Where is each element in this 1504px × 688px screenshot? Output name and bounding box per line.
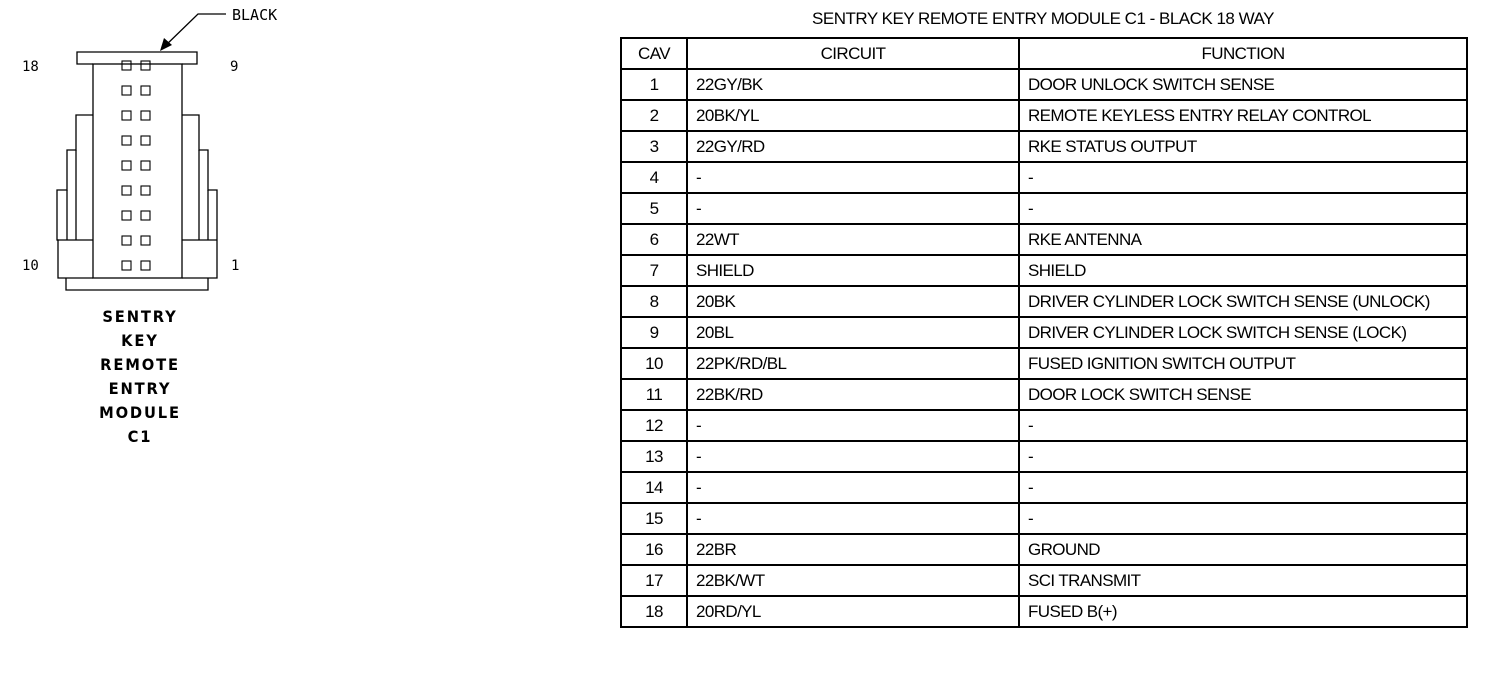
cav-cell: 8 [621, 286, 687, 317]
cav-cell: 15 [621, 503, 687, 534]
cavity-18 [122, 61, 131, 70]
cav-cell: 6 [621, 224, 687, 255]
table-row [621, 503, 1467, 534]
function-cell: - [1019, 472, 1467, 503]
cavity-17 [122, 86, 131, 95]
table-row [621, 534, 1467, 565]
circuit-cell: 20BK/YL [687, 100, 1019, 131]
table-row [621, 224, 1467, 255]
table-row [621, 193, 1467, 224]
table-row [621, 565, 1467, 596]
circuit-cell: - [687, 503, 1019, 534]
cav-cell: 14 [621, 472, 687, 503]
table-header-row [621, 38, 1467, 69]
pinout-table-body [621, 69, 1467, 627]
cav-cell: 3 [621, 131, 687, 162]
circuit-cell: - [687, 162, 1019, 193]
function-cell: REMOTE KEYLESS ENTRY RELAY CONTROL [1019, 100, 1467, 131]
table-row [621, 162, 1467, 193]
cav-cell: 1 [621, 69, 687, 100]
header-circuit: CIRCUIT [687, 38, 1019, 69]
cav-cell: 10 [621, 348, 687, 379]
cav-cell: 18 [621, 596, 687, 627]
cavity-7 [141, 111, 150, 120]
function-cell: - [1019, 193, 1467, 224]
pin-label-top-left: 18 [22, 59, 39, 75]
pin-label-top-right: 9 [230, 59, 239, 75]
function-cell: FUSED B(+) [1019, 596, 1467, 627]
header-cav: CAV [621, 38, 687, 69]
table-row [621, 379, 1467, 410]
caption-line: KEY [121, 331, 159, 350]
caption-line: ENTRY [108, 379, 172, 398]
cav-cell: 7 [621, 255, 687, 286]
function-cell: RKE STATUS OUTPUT [1019, 131, 1467, 162]
cavity-15 [122, 136, 131, 145]
table-row [621, 100, 1467, 131]
function-cell: DRIVER CYLINDER LOCK SWITCH SENSE (LOCK) [1019, 317, 1467, 348]
function-cell: GROUND [1019, 534, 1467, 565]
circuit-cell: - [687, 193, 1019, 224]
cavity-3 [141, 211, 150, 220]
function-cell: DOOR UNLOCK SWITCH SENSE [1019, 69, 1467, 100]
table-title: SENTRY KEY REMOTE ENTRY MODULE C1 - BLACK 18 WAY [812, 9, 1274, 28]
cavity-10 [122, 261, 131, 270]
function-cell: - [1019, 162, 1467, 193]
pin-label-bottom-right: 1 [231, 258, 240, 274]
table-row [621, 286, 1467, 317]
color-label: BLACK [232, 6, 278, 24]
caption-line: C1 [127, 427, 153, 446]
header-function: FUNCTION [1019, 38, 1467, 69]
connector-caption [85, 305, 195, 449]
cavity-11 [122, 236, 131, 245]
table-row [621, 410, 1467, 441]
connector-body [93, 64, 182, 278]
circuit-cell: 22GY/BK [687, 69, 1019, 100]
leader-arrowhead [160, 38, 172, 51]
circuit-cell: 22BK/WT [687, 565, 1019, 596]
circuit-cell: 22BR [687, 534, 1019, 565]
circuit-cell: 22WT [687, 224, 1019, 255]
function-cell: DRIVER CYLINDER LOCK SWITCH SENSE (UNLOCK) [1019, 286, 1467, 317]
table-row [621, 255, 1467, 286]
cavity-4 [141, 186, 150, 195]
cavity-grid [122, 61, 150, 270]
connector-top-flange [77, 52, 197, 64]
cav-cell: 4 [621, 162, 687, 193]
cav-cell: 5 [621, 193, 687, 224]
circuit-cell: 20BK [687, 286, 1019, 317]
connector-bottom-skirt [66, 278, 208, 290]
table-row [621, 348, 1467, 379]
caption-line: MODULE [99, 403, 181, 422]
cavity-8 [141, 86, 150, 95]
circuit-cell: - [687, 410, 1019, 441]
cav-cell: 13 [621, 441, 687, 472]
function-cell: FUSED IGNITION SWITCH OUTPUT [1019, 348, 1467, 379]
circuit-cell: 22PK/RD/BL [687, 348, 1019, 379]
cav-cell: 11 [621, 379, 687, 410]
circuit-cell: - [687, 441, 1019, 472]
function-cell: - [1019, 410, 1467, 441]
pinout-table [620, 37, 1468, 628]
caption-line: REMOTE [100, 355, 180, 374]
table-row [621, 131, 1467, 162]
cav-cell: 2 [621, 100, 687, 131]
cavity-5 [141, 161, 150, 170]
cavity-14 [122, 161, 131, 170]
cavity-6 [141, 136, 150, 145]
circuit-cell: 20BL [687, 317, 1019, 348]
table-row [621, 596, 1467, 627]
table-row [621, 317, 1467, 348]
function-cell: - [1019, 503, 1467, 534]
cavity-1 [141, 261, 150, 270]
circuit-cell: SHIELD [687, 255, 1019, 286]
function-cell: DOOR LOCK SWITCH SENSE [1019, 379, 1467, 410]
cavity-2 [141, 236, 150, 245]
cav-cell: 17 [621, 565, 687, 596]
cavity-13 [122, 186, 131, 195]
cavity-9 [141, 61, 150, 70]
function-cell: SHIELD [1019, 255, 1467, 286]
circuit-cell: 20RD/YL [687, 596, 1019, 627]
cav-cell: 16 [621, 534, 687, 565]
circuit-cell: 22BK/RD [687, 379, 1019, 410]
function-cell: - [1019, 441, 1467, 472]
function-cell: SCI TRANSMIT [1019, 565, 1467, 596]
function-cell: RKE ANTENNA [1019, 224, 1467, 255]
circuit-cell: - [687, 472, 1019, 503]
table-row [621, 441, 1467, 472]
table-row [621, 69, 1467, 100]
cavity-12 [122, 211, 131, 220]
color-label-leader [163, 14, 226, 48]
connector-left-latch [57, 115, 93, 278]
cav-cell: 12 [621, 410, 687, 441]
cavity-16 [122, 111, 131, 120]
cav-cell: 9 [621, 317, 687, 348]
pin-label-bottom-left: 10 [22, 258, 39, 274]
table-row [621, 472, 1467, 503]
caption-line: SENTRY [102, 307, 178, 326]
circuit-cell: 22GY/RD [687, 131, 1019, 162]
